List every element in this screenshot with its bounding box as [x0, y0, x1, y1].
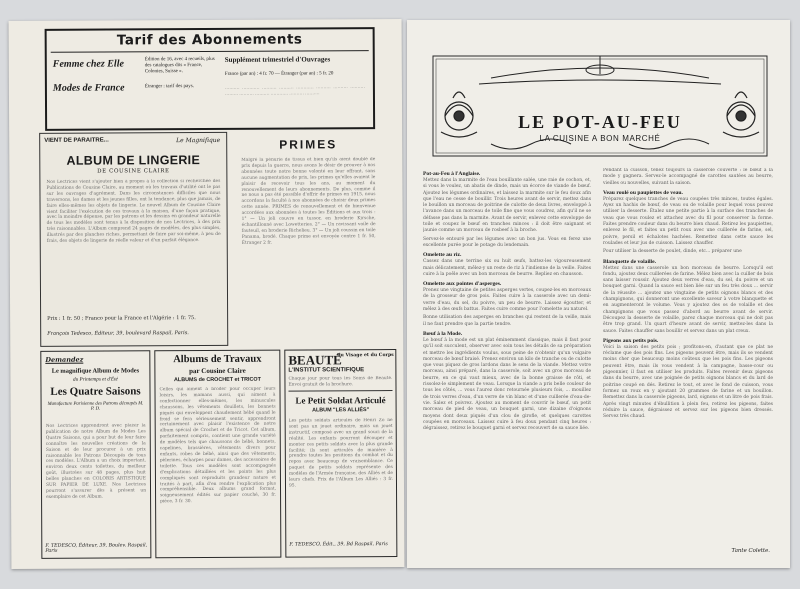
recipe-text: Bonne utilisation des asperges en branches qui restent de la veille, mais il ne faut prendre que la partie tendre.: [423, 315, 591, 327]
lingerie-subtitle: DE COUSINE CLAIRE: [97, 168, 170, 175]
travaux-body-text: Celles qui aiment à broder pour occuper leurs loisirs, les mamans aussi, qui aiment à confectionner elles-mêmes, les minuscules chaussons, les vêtements douillets, les bonnets piqués qui enveloppent chaudement bébé quand le froid se fera sérieusement sentir, apprendront certainement avec plaisir l'existence de notre album spécial de Crochet et de Tricot. Cet album, parfaitement compris, contient une grande variété de modèles tels que chaussons de bébé, bonnets, capelines, brassières, vêtements divers pour enfants, robes de bébé, ainsi que des vêtements, pèlerines, écharpes pour dames, des accessoires de toilette. Tous ces modèles sont accompagnés d'explications détaillées et les points les plus compliqués sont reproduits grandeur nature et traités à part, afin d'en rendre l'explication plus compréhensible. Deux albums grand format, soigneusement édités sur papier couché, 30 fr. pièce, 3 fr. 30.: [159, 386, 277, 505]
author-signature: Tante Colette.: [731, 548, 770, 554]
beaute-footer: F. TEDESCO, Édit., 39, Bd Raspail, Paris: [289, 542, 388, 548]
right-page: [407, 20, 790, 568]
recipe-heading: Blanquette de volaille.: [603, 258, 656, 265]
quatre-saisons-ad: [40, 350, 151, 559]
lingerie-kicker: VIENT DE PARAITRE...: [44, 137, 109, 144]
beaute-soldat-ad: [284, 349, 397, 558]
allies-subtitle: ALBUM "LES ALLIÉS": [312, 407, 370, 414]
lingerie-publisher: François Tedesco, Éditeur, 39, boulevard Raspail, Paris.: [47, 330, 189, 337]
supplement-note: France (par an) : 4 fr. 70 — Étranger (par an) : 5 fr. 20: [224, 71, 334, 77]
lingerie-price: Prix : 1 fr. 50 ; Franco pour la France et l'Algérie : 1 fr. 75.: [47, 315, 196, 322]
recipe-text: Pour utiliser la desserte de poulet, dinde, etc... préparer une: [603, 249, 742, 255]
subscription-rates-box: [45, 27, 376, 131]
recipe-heading: Omelette aux pointes d'asperges.: [423, 281, 502, 288]
quatre-saisons-title: Les Quatre Saisons: [50, 385, 141, 398]
recipe-text: Servez-le entouré par les légumes avec un bon jus. Vous en ferez une excellente purée pour le potage du lendemain.: [423, 236, 591, 248]
travaux-subtitle: par Cousine Claire: [189, 366, 246, 376]
modes-de-france-note: Étranger : tarif des pays.: [144, 84, 194, 90]
recipe-text: Le bœuf à la mode est un plat éminemment classique, mais il faut pour qu'il soit succulent, observer avec soin tous les détails de sa préparation et mettre les ingrédients voulus, sous peine de n'obtenir qu'un vulgaire morceau de bœuf braisé. Prenez environ un kilo de tranche ou de culotte que vous piquez de gros lardons dans le sens de la viande. Mettez votre morceau, ainsi préparé, dans la casserole, soit avec un gros morceau de beurre, en ce qui vaut mieux, avec de la bonne graisse de rôti, et rissolez-le simplement de veau. Lorsque la viande a pris belle couleur de tous les côtés, ... vous l'aurez donc retournée plusieurs fois, ... mouillez de trois verres d'eau, d'un verre de vin blanc et d'une cuillerée d'eau-de-vie. Salez et poivrez. Ajoutez au moment de couvrir le bœuf, un petit morceau de pied de veau, un bouquet garni, une dizaine d'oignons moyens dont deux piqués d'un clou de girofle, et quelques carottes coupées en morceaux. Laissez cuire à feu doux pendant cinq heures : dégraissez, retirez le bouquet garni et servez recouvert de sa sauce liée.: [423, 337, 591, 432]
recipe-text: Prenez une vingtaine de petites asperges vertes, coupez-les en morceaux de la grosseur de gros pois. Faites cuire à la casserole avec un demi-verre d'eau, du sel, du poivre, un peu de beurre. Laissez égoutter, et mêlez à des œufs battus. Faites cuire comme pour l'omelette au naturel.: [423, 288, 591, 313]
recipe-text: Préparez quelques tranches de veau coupées très minces, toutes égales. Ayez un hachis de bœuf, de veau ou de volaille pour lequel vous pouvez utiliser la desserte. Étalez une petite partie à la surface des tranches de veau que vous roulez et attachez avec du fil pour conserver la forme. Faites prendre couleur dans du beurre bien chaud. Retirez les paupiettes, enlevez le fil, et faites un petit roux avec une cuillerée de farine, sel, poivre, persil et échalotes hachées. Remettez dans cette sauce les roulades et leur jus de cuisson. Laissez chauffer.: [603, 196, 773, 246]
recipe-heading: Bœuf à la Mode.: [423, 330, 463, 337]
demandez-kicker: Demandez: [45, 355, 84, 364]
recipe-heading: Pigeons aux petits pois.: [603, 337, 659, 344]
travaux-title: Albums de Travaux: [173, 353, 262, 366]
recipe-column-right: [603, 168, 773, 546]
quatre-saisons-sub: Manufacture Parisienne des Patrons découpés M. P. D.: [47, 401, 144, 412]
petit-soldat-title: Le Petit Soldat Articulé: [295, 395, 386, 406]
modes-de-france-label: Modes de France: [52, 82, 125, 94]
soldat-body-text: Les petits soldats articulés de Henri Zo ne sont pas un jouet ordinaire, mais un jouet instructif, composé avec un grand souci de la réalité. Les enfants pourront découper et monter ces petits soldats avec la plus grande facilité; ils sont articulés de manière à prendre toutes les positions du combat et du repos avec beaucoup de vraisemblance. Ce paquet de petits soldats représente des modèles de l'Armée française, des Alliés et de leurs chefs. Prix de l'Album Les Alliés : 3 fr. 95.: [288, 418, 393, 489]
lingerie-album-ad: [39, 132, 228, 347]
demandez-title2: du Printemps et d'Été: [73, 376, 118, 383]
institut-title: L'INSTITUT SCIENTIFIQUE: [288, 367, 365, 374]
left-page: [9, 19, 405, 569]
travaux-subtitle2: ALBUMS de CROCHET et TRICOT: [173, 376, 261, 384]
masthead-ornament-svg: [431, 48, 769, 164]
magazine-title: LE POT-AU-FEU: [518, 112, 682, 132]
demandez-title1: Le magnifique Album de Modes: [51, 367, 140, 375]
recipe-text: Mettez dans la marmite de l'eau bouillante salée, une raie de cochon, et, si vous le voulez, un abatis de dinde, mais un écorce de viande de bœuf. Ajoutez les légumes ordinaires, et laissez la marmite sur le feu doux afin que l'eau ne cesse de bouillir. Trois heures avant de servir, mettez dans le bouillon un morceau de poitrine de culotte de deux livres, enveloppé à l'avance dans un morceau de toile fine que vous coudrez, afin qu'il ne se défasse pas dans la marmite. Avant de servir, enlevez cette enveloppe de toile et coupez le bœuf en tranches minces : il doit être saignant et jaunie comme un morceau de rosbeef à la broche.: [423, 178, 591, 234]
lingerie-body-text: Nos Lectrices vient s'ajouter bien à propos à la collection si recherchée des Publications de Cousine Claire, au moment où les travaux d'utilité ont le pas sur les ouvrages d'agrément. Dans les circonstances difficiles que nous traversons, les dames et les jeunes filles, ont la tendance, plus que jamais, de faire elles-mêmes les objets de lingerie. Le nouvel Album de Cousine Claire vient faciliter l'exécution de ces travaux à la maison, d'une façon pratique, avec la moindre dépense, par les patrons et les dessins en grandeur naturelle de tous les modèles sont tenus à la disposition de nos Lectrices, à des prix très raisonnables. L'Album comprend 24 pages de modèles, des plus simples, illustrés par des planches riches, permettant de faire par soi-même, à peu de frais, des objets de lingerie de réelle valeur et d'un parfait élégance.: [46, 178, 221, 244]
institut-text: Chaque jour pour tous les Soins de Beauté. Envoi gratuit de la brochure.: [288, 376, 393, 388]
recipe-text: Voici la saison des petits pois ; profitons-en, d'autant que ce plat ne réclame que des pois fins. Les pigeons peuvent être, mais ils se vendent moins cher que beaucoup moins coûteux que les pois fins. Les pigeons peuvent être, mais ils vous vendent à la campagne, basse-cour ou pigeonnier, il faut en utiliser les produits. Faites revenir deux pigeons dans du beurre, avec une poignée de petits oignons blancs et du lard de poitrine coupé en dés. Retirez le tout, et avec le fond de cuisson, vous formez un roux en y ajoutant 20 grammes de farine et un bouillon. Remettez dans la casserole pigeons, lard, oignons et un litre de pois frais. Après vingt minutes d'ébullition à plein feu, retirez les pigeons, faites réduire la sauce, dégraissez et servez sur les pigeons bien dressés. Servez très chaud.: [603, 344, 773, 420]
beaute-title-small: du Visage et du Corps: [337, 353, 394, 359]
tarif-title: Tarif des Abonnements: [116, 31, 303, 49]
femme-chez-elle-note: Édition de 16, avec 4 recueils, plus des catalogues dits « France, Colonies, Suisse ».: [144, 56, 215, 75]
masthead: [431, 48, 769, 164]
recipe-heading: Omelette au riz.: [423, 252, 462, 259]
beaute-divider: [289, 390, 393, 392]
recipe-text: Pendant la cuisson, tenez toujours la casserole couverte : le bœuf à la mode y gagnera. Servez-le accompagné de carottes sautées au beurre, vieilles ou nouvelles, suivant la saison.: [603, 168, 773, 186]
primes-title: PRIMES: [279, 137, 338, 152]
primes-section: [239, 131, 378, 344]
magazine-subtitle: LA CUISINE A BON MARCHÉ: [539, 134, 661, 143]
femme-chez-elle-label: Femme chez Elle: [52, 58, 124, 70]
beaute-title: BEAUTÉ: [288, 352, 342, 368]
demandez-body-text: Nos Lectrices apprendront avec plaisir la publication de notre Album de Modes Les Quatre Saisons, qui a pour but de leur faire connaître les nouvelles créations de la Saison et de leur procurer à un prix raisonnable les Patrons Découpés de tous ces modèles. L'Album a un choix important, environ deux cents toilettes, du meilleur goût, illustrées sur 48 pages, plus huit belles planches en COLORIS ARTISTIQUE SUR PAPIER DE LUXE. Nos Lectrices pourront s'assurer dès à présent un exemplaire de cet Album.: [45, 423, 147, 500]
supplement-title: Supplément trimestriel d'Ouvrages: [224, 55, 331, 64]
primes-body-text: Malgré la pénurie de tissus et bien qu'ils aient doublé de prix depuis la guerre, nous avons le désir de prouver à nos abonnées toute notre bonne volonté en leur offrant, sans aucune augmentation de prix, les primes qu'elles avaient le plaisir de recevoir tous les ans, au moment du renouvellement de leurs abonnements. De plus, comme il ne nous a pas été possible d'offrir de primes en 1915, nous accordons la faculté à nos abonnées de choisir deux primes cette année. PRIMES de renouvellement et de bienvenue accordées aux abonnées à toutes les Éditions et aux trois : 1° — Un joli couvre en tussor, en broderie Kirsche, échantillonné avec Lowetteries. 2° — Un ravissant voile de fauteuil, en broderie Richelieu. 3° — Un joli coussin en toile Panama, brodé. Chaque prime est envoyée contre 1 fr. 50, Étranger 2 fr.: [241, 157, 376, 246]
travaux-album-ad: [154, 350, 281, 559]
recipe-text: Cassez dans une terrine six ou huit œufs, battez-les vigoureusement mais délicatement, mêlez-y un reste de riz à l'indienne de la veille. Faites cuire à la poêle avec un bon morceau de beurre. Repliez en chausson.: [423, 259, 591, 277]
lingerie-title: ALBUM DE LINGERIE: [66, 153, 201, 168]
recipe-column-left: [423, 168, 591, 560]
demandez-footer: F. TEDESCO, Éditeur, 39, Boulev. Raspail, Paris: [45, 543, 148, 554]
tarif-divider: [51, 50, 369, 53]
lingerie-kicker-right: Le Magnifique: [176, 136, 221, 145]
supplement-fill-text: ·········· ············ ·········· ·········· ············ ·········· ·········· ·········· ········· ·········· ·········· ············ ·········· ··········: [224, 85, 365, 97]
recipe-heading: Veau roulé ou paupiettes de veau.: [603, 189, 683, 196]
recipe-heading: Pot-au-Feu à l'Anglaise.: [423, 171, 481, 177]
recipe-text: Mettez dans une casserole un bon morceau de beurre. Lorsqu'il est fondu, ajoutez deux cuillerées de farine. Mêlez bien avec la cuiller de bois sans laisser roussir. Ajoutez deux verres d'eau, du sel, du poivre et un bouquet garni. Quand la sauce est bien liée sur un feu très doux ... servir de la réussite ... ajoutez une vingtaine de petits oignons blancs et des champignons, qui donneront une excellente saveur à votre blanquette et en augmenteront le volume. Vous y ajoutez des os de volaille et des champignons que vous passez d'abord au beurre avant de servir. Découpez la desserte de volaille, parez chaque morceau qui ne doit pas être trop grand. Un quart d'heure avant de servir, mettez-les dans la sauce. Faites chauffer sans bouillir et servez dans un plat creux.: [603, 265, 773, 334]
